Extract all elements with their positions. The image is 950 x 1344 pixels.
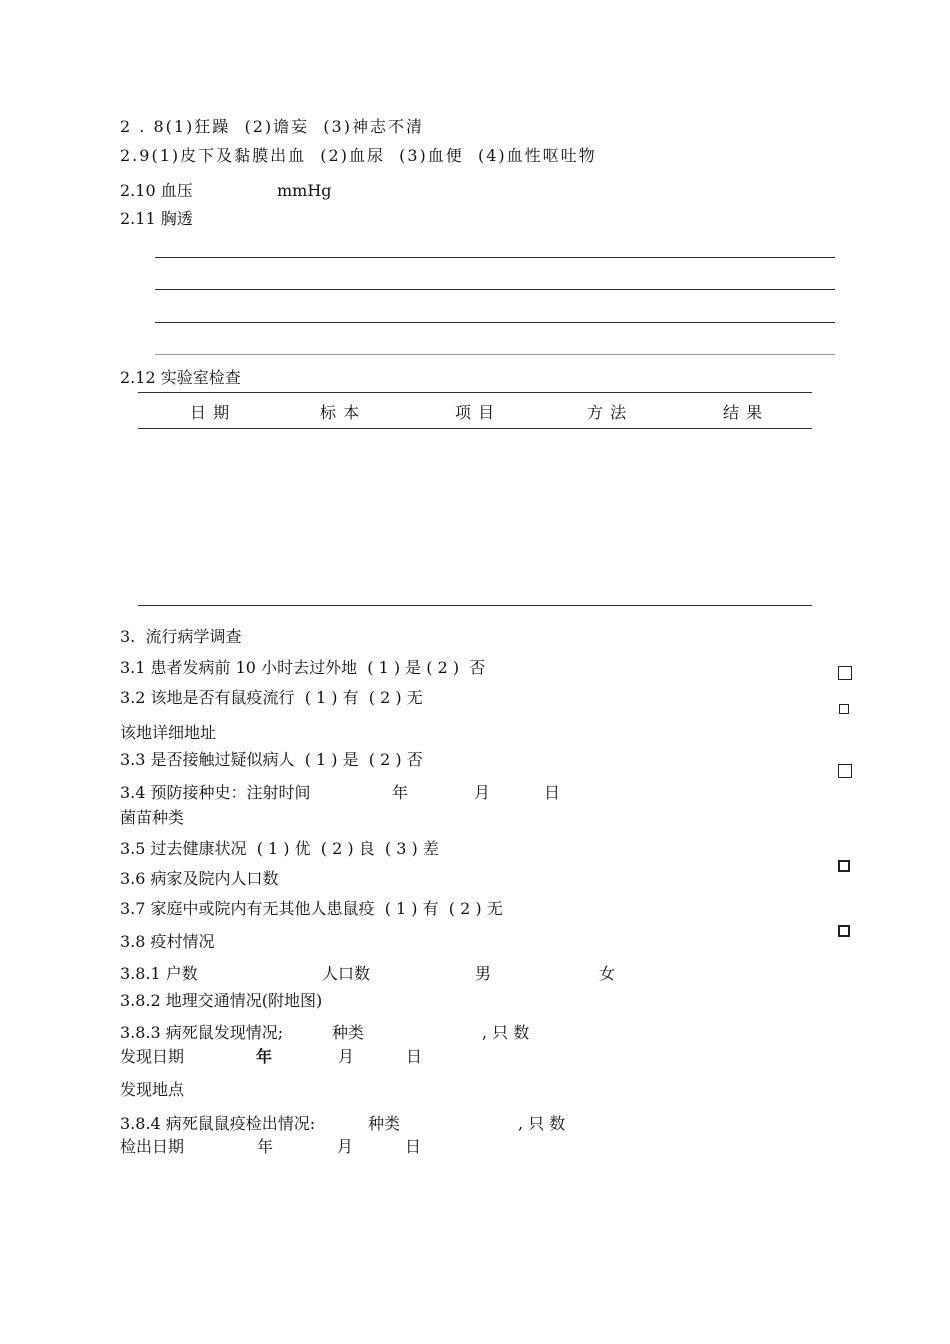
section-3-title: 3. 流行病学调查 xyxy=(120,627,242,646)
item-3-8-3: 3.8.3 病死鼠发现情况; xyxy=(120,1023,284,1042)
item-3-8-2: 3.8.2 地理交通情况(附地图) xyxy=(120,991,323,1010)
answer-box-3-3[interactable] xyxy=(838,764,852,778)
item-3-8-3-count: , 只 数 xyxy=(482,1023,530,1042)
lab-header-method: 方 法 xyxy=(587,403,628,422)
item-3-8-3-place: 发现地点 xyxy=(120,1080,185,1099)
item-2-9: 2.9(1)皮下及黏膜出血 (2)血尿 (3)血便 (4)血性呕吐物 xyxy=(120,146,597,165)
answer-box-3-2[interactable] xyxy=(839,704,849,714)
answer-box-3-7[interactable] xyxy=(838,925,850,937)
item-2-11: 2.11 胸透 xyxy=(120,209,193,228)
item-3-8-4-kind: 种类 xyxy=(368,1114,401,1133)
vaccination-month-label: 月 xyxy=(474,783,491,802)
item-2-12: 2.12 实验室检查 xyxy=(120,368,241,387)
item-3-8-1-population: 人口数 xyxy=(322,964,371,983)
lab-header-item: 项 目 xyxy=(455,403,496,422)
item-3-8-3-month: 月 xyxy=(338,1047,355,1066)
chest-xray-line-2[interactable] xyxy=(155,289,835,290)
item-3-8-3-kind: 种类 xyxy=(332,1023,365,1042)
item-3-3: 3.3 是否接触过疑似病人 ( 1 ) 是 ( 2 ) 否 xyxy=(120,750,423,769)
answer-box-3-5[interactable] xyxy=(838,860,850,872)
lab-table-header-rule xyxy=(138,428,812,429)
item-2-10-label: 2.10 血压 xyxy=(120,181,193,200)
item-3-7: 3.7 家庭中或院内有无其他人患鼠疫 ( 1 ) 有 ( 2 ) 无 xyxy=(120,899,503,918)
item-3-2-address: 该地详细地址 xyxy=(120,723,217,742)
item-3-8-4-month: 月 xyxy=(337,1137,354,1156)
chest-xray-line-4[interactable] xyxy=(155,354,835,355)
item-3-8-1-female: 女 xyxy=(599,964,616,983)
blood-pressure-unit: mmHg xyxy=(277,181,332,200)
lab-table-top-rule xyxy=(138,392,812,393)
vaccination-year-label: 年 xyxy=(392,783,409,802)
item-3-4-vaccine: 菌苗种类 xyxy=(120,808,185,827)
item-3-8-4-day: 日 xyxy=(405,1137,422,1156)
item-3-8-1-male: 男 xyxy=(475,964,492,983)
item-3-8-3-year: 年 xyxy=(256,1047,273,1066)
item-3-5: 3.5 过去健康状况 ( 1 ) 优 ( 2 ) 良 ( 3 ) 差 xyxy=(120,839,439,858)
lab-header-specimen: 标 本 xyxy=(320,403,361,422)
item-3-8-4: 3.8.4 病死鼠鼠疫检出情况: xyxy=(120,1114,316,1133)
chest-xray-line-1[interactable] xyxy=(155,257,835,258)
lab-header-date: 日 期 xyxy=(190,403,231,422)
item-3-2: 3.2 该地是否有鼠疫流行 ( 1 ) 有 ( 2 ) 无 xyxy=(120,688,423,707)
lab-header-result: 结 果 xyxy=(723,403,764,422)
item-3-1: 3.1 患者发病前 10 小时去过外地 ( 1 ) 是 ( 2 ) 否 xyxy=(120,658,486,677)
item-3-4: 3.4 预防接种史：注射时间 xyxy=(120,783,311,802)
item-3-8-4-date: 检出日期 xyxy=(120,1137,185,1156)
item-3-8-3-day: 日 xyxy=(406,1047,423,1066)
item-3-6: 3.6 病家及院内人口数 xyxy=(120,869,279,888)
item-2-8: 2 . 8(1)狂躁 (2)谵妄 (3)神志不清 xyxy=(120,117,424,136)
chest-xray-line-3[interactable] xyxy=(155,322,835,323)
item-3-8-1-households: 3.8.1 户数 xyxy=(120,964,198,983)
item-3-8-4-count: , 只 数 xyxy=(518,1114,566,1133)
lab-table-bottom-rule xyxy=(138,605,812,606)
answer-box-3-1[interactable] xyxy=(838,666,852,680)
item-3-8-3-date: 发现日期 xyxy=(120,1047,185,1066)
vaccination-day-label: 日 xyxy=(544,783,561,802)
item-3-8: 3.8 疫村情况 xyxy=(120,932,215,951)
item-3-8-4-year: 年 xyxy=(257,1137,274,1156)
